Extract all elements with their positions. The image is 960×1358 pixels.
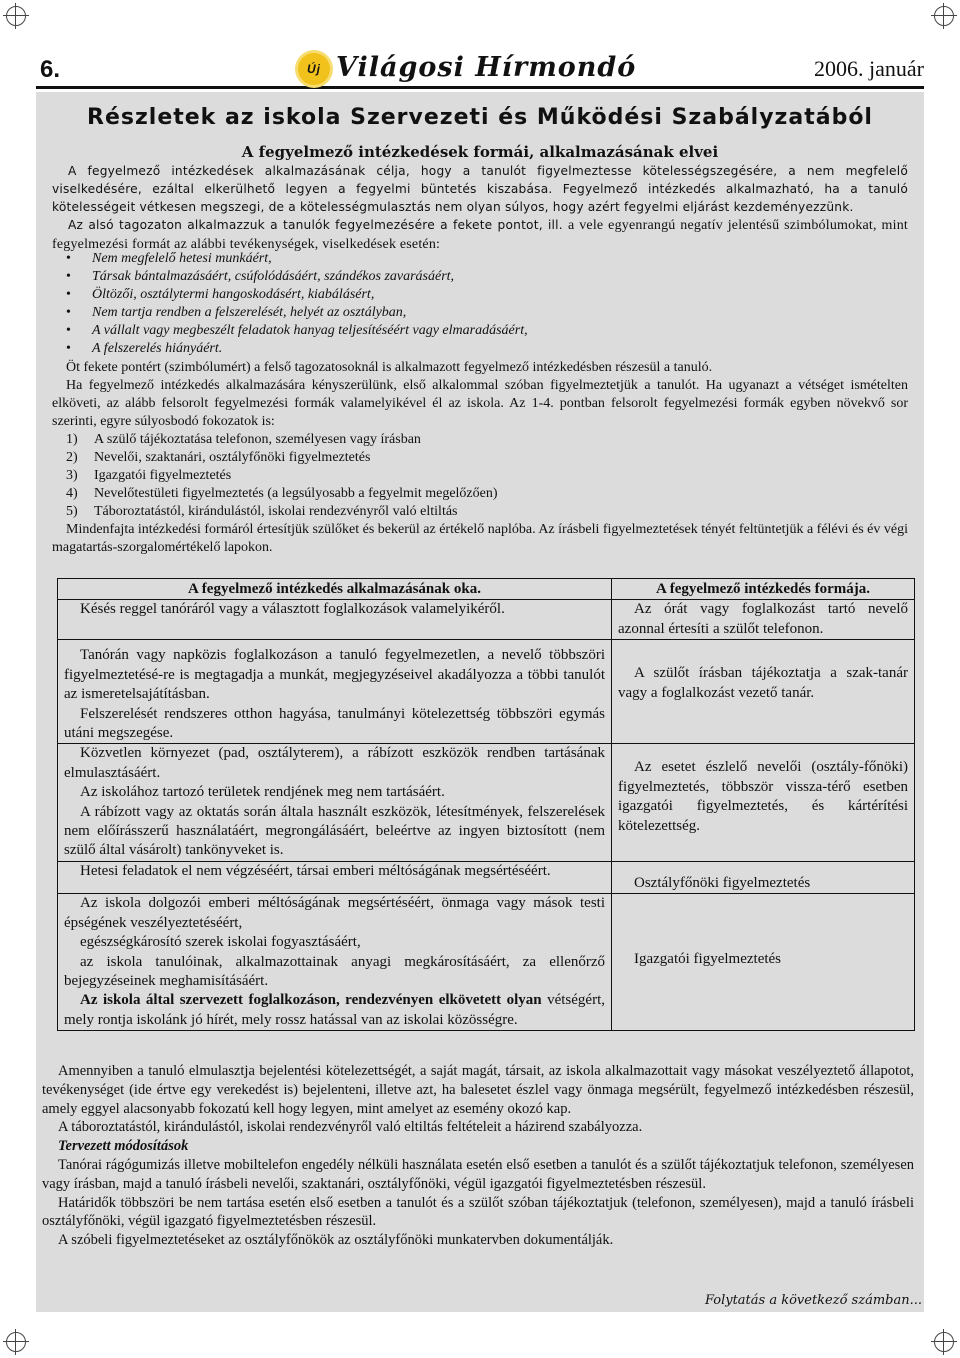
list-item: • Nem megfelelő hetesi munkáért, bbox=[66, 250, 906, 268]
paragraph: Tanórai rágógumizás illetve mobiltelefon engedély nélküli használata esetén első esetben a tanulót és a szülőt tájékoztatjuk telefonon, személyesen vagy írásban, majd a tanuló írásbeli nevelői, szaktanári, osztályfőnöki, végül igazgatói figyelmeztetésben részesül. bbox=[42, 1156, 914, 1192]
table-cell-action: Az esetet észlelő nevelői (osztály-főnöki) figyelmeztetés, többször vissza-térő esetben igazgatói figyelmeztetés, és kártérítési kötelezettség. bbox=[612, 744, 915, 861]
page-header bbox=[36, 40, 924, 89]
notification-text bbox=[52, 521, 908, 557]
table-row bbox=[58, 894, 915, 1031]
paragraph: Mindenfajta intézkedési formáról értesítjük szülőket és bekerül az értékelő naplóba. Az írásbeli figyelmeztetések tényét feltüntetjük a félévi és év végi magatartás-szorgalomértékelő lapokon. bbox=[52, 522, 909, 555]
list-item: • Társak bántalmazásáért, csúfolódásáért, szándékos zavarásáért, bbox=[66, 268, 906, 286]
table-cell-reason: Az iskola dolgozói emberi méltóságának megsértéséért, önmaga vagy mások testi épségének veszélyeztetéséért, egészségkárosító szerek iskolai fogyasztásáért, az iskola tanulóinak, alkalmazottainak anyagi megkárosításáért, za ellenőrző bejegyzéseinek meghamisításáért. Az iskola által szervezett foglalkozáson, rendezvényen elkövetett olyan vétségért, mely rontja iskolánk jó hírét, mely rossz hatással van az iskolai közösségre. bbox=[58, 894, 612, 1031]
list-item: • A vállalt vagy megbeszélt feladatok hanyag teljesítéséért vagy elmaradásáért, bbox=[66, 322, 906, 340]
list-item: 2) Nevelői, szaktanári, osztályfőnöki figyelmeztetés bbox=[66, 450, 371, 465]
list-item: • Nem tartja rendben a felszerelését, helyét az osztályban, bbox=[66, 304, 906, 322]
intro-sentence: Az alsó tagozaton alkalmazzuk a tanulók fegyelmezésére a fekete pontot, ill. bbox=[68, 218, 563, 232]
paragraph: Öt fekete pontért (szimbólumért) a felső tagozatosoknál is alkalmazott fegyelmező intézkedésben részesül a tanuló. bbox=[66, 360, 713, 375]
table-row bbox=[58, 600, 915, 640]
paragraph: Amennyiben a tanuló elmulasztja bejelentési kötelezettségét, a saját magát, társait, az iskola alkalmazottait vagy másokat veszélyeztető állapotot, tevékenységet (ide értve egy verekedést is) bejelenteni, illetve azt, ha balesetet észlel vagy önmaga megsérült, fegyelmező intézkedésben részesül, amely eggyel alacsonyabb fokozatú kell hogy legyen, mint amelyet az esemény okozó kap. bbox=[42, 1063, 914, 1117]
bold-reason-text: Az iskola által szervezett foglalkozáson, rendezvényen elkövetett olyan bbox=[80, 992, 542, 1009]
list-item: • Öltözői, osztálytermi hangoskodásért, kiabálásért, bbox=[66, 286, 906, 304]
intro-text bbox=[52, 162, 908, 254]
table-cell-reason: Közvetlen környezet (pad, osztályterem), a rábízott eszközök rendben tartásának elmulasztásáért. Az iskolához tartozó területek rendjének meg nem tartásáért. A rábízott vagy az oktatás során általa használt eszközök, létesítmények, felszerelések nem előírásszerű használatáért, megrongálásáért, beleértve az ingyen biztosított (nem szülő által vásárolt) tankönyveket is. bbox=[58, 744, 612, 861]
table-cell-action: A szülőt írásban tájékoztatja a szak-tanár vagy a foglalkozást vezető tanár. bbox=[612, 640, 915, 744]
registration-mark-top-right bbox=[934, 6, 954, 26]
planned-changes-heading: Tervezett módosítások bbox=[58, 1138, 189, 1155]
table-header-row bbox=[58, 579, 915, 600]
closing-text bbox=[42, 1062, 914, 1250]
continuation-note: Folytatás a következő számban... bbox=[704, 1293, 922, 1308]
table-cell-reason: Tanórán vagy napközis foglalkozáson a tanuló fegyelmezetlen, a nevelő többszöri figyelmeztetésé-re is megtagadja a munkát, megjegyzéseivel akadályozza a többi tanulót az ismeretelsajátításban. Felszerelését rendszeres otthon hagyása, tanulmányi kötelezettség többszöri egymás utáni megszegése. bbox=[58, 640, 612, 744]
intro-sentence: a vele egyenrangú negatív jelentésű szimbólumokat, mint fegyelmezési formát az alábbi tevékenységek, viselkedések esetén: bbox=[52, 218, 909, 252]
discipline-table bbox=[57, 578, 915, 1031]
registration-mark-bottom-left bbox=[6, 1332, 26, 1352]
newspaper-masthead bbox=[298, 52, 636, 85]
reason-text: Felszerelését rendszeres otthon hagyása, tanulmányi kötelezettség többszöri egymás utáni megszegése. bbox=[64, 705, 605, 742]
masthead-title: Világosi Hírmondó bbox=[336, 52, 637, 83]
table-cell-action: Igazgatói figyelmeztetés bbox=[612, 894, 915, 1031]
column-header: A fegyelmező intézkedés alkalmazásának oka. bbox=[58, 579, 612, 600]
registration-mark-top-left bbox=[6, 6, 26, 26]
behavior-list bbox=[66, 250, 906, 358]
list-item: • A felszerelés hiányáért. bbox=[66, 340, 906, 358]
list-item: 1) A szülő tájékoztatása telefonon, személyesen vagy írásban bbox=[66, 432, 421, 447]
list-item: 4) Nevelőtestületi figyelmeztetés (a legsúlyosabb a fegyelmit megelőzően) bbox=[66, 486, 498, 501]
table-cell-reason: Késés reggel tanóráról vagy a választott foglalkozások valamelyikéről. bbox=[58, 600, 612, 640]
column-header: A fegyelmező intézkedés formája. bbox=[612, 579, 915, 600]
issue-date: 2006. január bbox=[814, 56, 924, 81]
paragraph: Határidők többszöri be nem tartása esetén első esetben a tanulót és a szülőt szóban tájékoztatjuk (telefonon, személyesen), majd a tanuló írásbeli osztályfőnöki, végül igazgató figyelmeztetésben részesül. bbox=[42, 1194, 914, 1230]
intro-paragraph bbox=[52, 216, 908, 254]
table-cell-action: Osztályfőnöki figyelmeztetés bbox=[612, 861, 915, 893]
paragraph: Ha fegyelmező intézkedés alkalmazására kényszerülünk, első alkalommal szóban figyelmeztetjük a tanulót. Ha ugyanazt a vétséget ismételten elköveti, az alább felsorolt fegyelmezési formák valamelyikével él az iskola. Az 1-4. pontban felsorolt fegyelmezési formák egyben növekvő sor szerinti, egyre súlyosbodó fokozatok is: bbox=[52, 378, 908, 429]
intro-paragraph: A fegyelmező intézkedések alkalmazásának célja, hogy a tanulót figyelmeztesse kötelességszegésére, a nem megfelelő viselkedésére, ezáltal elkerülhető legyen a fegyelmi büntetés kiszabása. Fegyelmező intézkedés alkalmazható, ha a tanuló kötelességeit vétkesen megszegi, de a kötelességmulasztás nem olyan súlyos, hogy azért fegyelmi eljárást kezdeményezzünk. bbox=[52, 164, 908, 214]
reason-text: vétségért, mely rontja iskolánk jó hírét, mely rossz hatással van az iskolai közösségre. bbox=[64, 992, 605, 1028]
table-row bbox=[58, 744, 915, 861]
paragraph: A táboroztatástól, kirándulástól, iskolai rendezvényről való eltiltás feltételeit a házirend szabályozza. bbox=[58, 1119, 643, 1136]
discipline-steps-list bbox=[66, 431, 906, 521]
page-number: 6. bbox=[40, 56, 61, 83]
uj-badge-icon: Új bbox=[298, 53, 330, 85]
procedure-text bbox=[52, 359, 908, 431]
table-row bbox=[58, 861, 915, 893]
list-item: 5) Táboroztatástól, kirándulástól, iskolai rendezvényről való eltiltás bbox=[66, 504, 458, 519]
table-row bbox=[58, 640, 915, 744]
section-subtitle: A fegyelmező intézkedések formái, alkalmazásának elvei bbox=[241, 143, 719, 161]
registration-mark-bottom-right bbox=[934, 1332, 954, 1352]
table-cell-action: Az órát vagy foglalkozást tartó nevelő azonnal értesíti a szülőt telefonon. bbox=[612, 600, 915, 640]
list-item: 3) Igazgatói figyelmeztetés bbox=[66, 468, 232, 483]
article-title: Részletek az iskola Szervezeti és Működési Szabályzatából bbox=[87, 105, 873, 130]
paragraph: A szóbeli figyelmeztetéseket az osztályfőnökök az osztályfőnöki munkatervben dokumentálják. bbox=[58, 1232, 614, 1249]
table-cell-reason: Hetesi feladatok el nem végzéséért, társai emberi méltóságának megsértéséért. bbox=[58, 861, 612, 893]
